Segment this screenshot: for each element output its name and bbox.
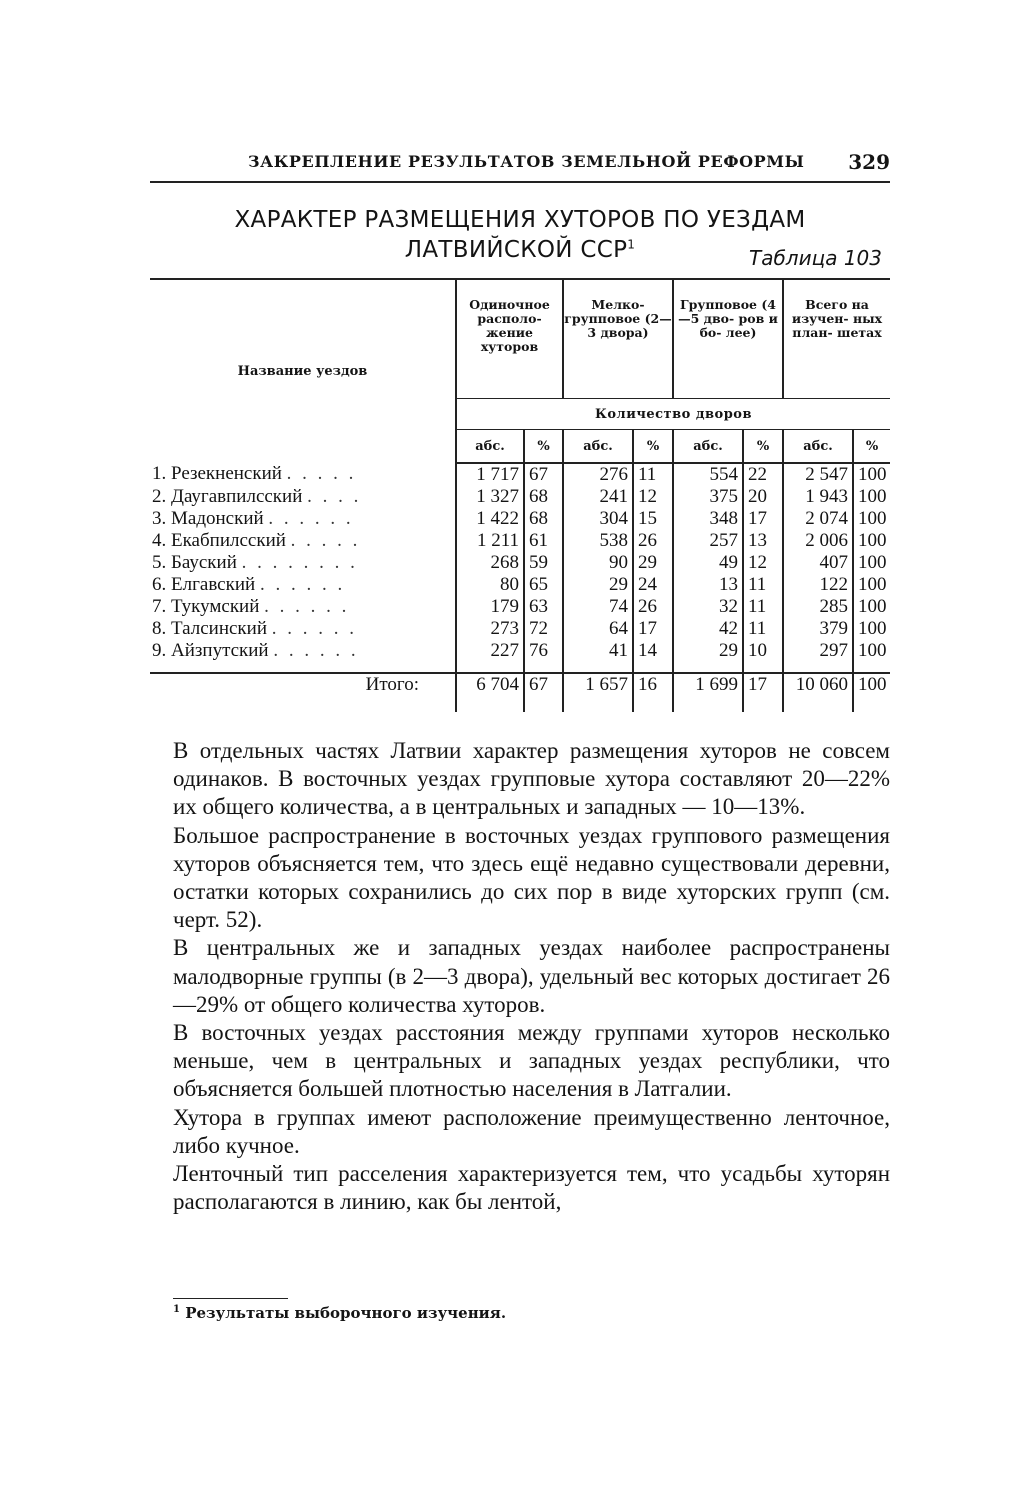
single-abs: 1 211 (456, 530, 524, 552)
single-abs: 1 422 (456, 508, 524, 530)
single-abs: 227 (456, 640, 524, 662)
group-abs: 13 (673, 574, 743, 596)
group-abs: 554 (673, 463, 743, 486)
region-name: 2. Даугавпилсский . . . . (152, 486, 362, 507)
abs-header: абс. (563, 430, 633, 464)
total-abs: 1 943 (783, 486, 853, 508)
single-column-header: Одиночное располо- жение хуторов (456, 279, 563, 399)
small-pct: 11 (633, 463, 673, 486)
footnote-text: Результаты выборочного изучения. (185, 1304, 507, 1322)
group-pct: 11 (743, 618, 783, 640)
total-group-abs: 1 699 (673, 673, 743, 712)
table-row (150, 596, 890, 618)
group-abs: 257 (673, 530, 743, 552)
total-pct: 100 (853, 596, 890, 618)
title-footnote-mark: 1 (627, 237, 636, 252)
single-abs: 268 (456, 552, 524, 574)
small-pct: 15 (633, 508, 673, 530)
group-pct: 13 (743, 530, 783, 552)
total-pct: 100 (853, 486, 890, 508)
table-row (150, 552, 890, 574)
small-abs: 74 (563, 596, 633, 618)
total-column-header: Всего на изучен- ных план- шетах (783, 279, 890, 399)
total-single-pct: 67 (524, 673, 563, 712)
page-number: 329 (848, 150, 890, 174)
group-abs: 375 (673, 486, 743, 508)
group-abs: 348 (673, 508, 743, 530)
region-name: 7. Тукумский . . . . . . (152, 596, 350, 617)
table-row (150, 574, 890, 596)
single-pct: 76 (524, 640, 563, 662)
small-abs: 41 (563, 640, 633, 662)
total-abs: 379 (783, 618, 853, 640)
paragraph: Большое распространение в восточных уездах группового размещения хуторов объясняется тем, что здесь ещё недавно существовали деревни, остатки которых сохранились до сих пор в виде хуторских групп (см. черт. 52). (173, 822, 890, 933)
single-abs: 80 (456, 574, 524, 596)
pct-header: % (743, 430, 783, 464)
running-title: ЗАКРЕПЛЕНИЕ РЕЗУЛЬТАТОВ ЗЕМЕЛЬНОЙ РЕФОРМЫ (248, 152, 805, 171)
body-text (173, 737, 890, 1216)
small-abs: 29 (563, 574, 633, 596)
total-pct: 100 (853, 552, 890, 574)
region-name: 9. Айзпутский . . . . . . (152, 640, 359, 661)
total-pct: 100 (853, 574, 890, 596)
group-pct: 11 (743, 574, 783, 596)
table-row (150, 463, 890, 486)
single-pct: 59 (524, 552, 563, 574)
single-abs: 1 327 (456, 486, 524, 508)
pct-header: % (524, 430, 563, 464)
table-row (150, 530, 890, 552)
footnote (173, 1300, 506, 1323)
region-name: 1. Резекненский . . . . . (152, 463, 357, 484)
group-abs: 32 (673, 596, 743, 618)
abs-header: абс. (673, 430, 743, 464)
total-pct: 100 (853, 508, 890, 530)
group-pct: 17 (743, 508, 783, 530)
total-abs: 2 006 (783, 530, 853, 552)
single-abs: 1 717 (456, 463, 524, 486)
pct-header: % (853, 430, 890, 464)
paragraph: Ленточный тип расселения характеризуется тем, что усадьбы хуторян располагаются в линию, как бы лентой, (173, 1161, 890, 1215)
paragraph: В центральных же и западных уездах наиболее распространены малодворные группы (в 2—3 двора), удельный вес которых достигает 26—29% от общего количества хуторов. (173, 935, 890, 1017)
table-row (150, 508, 890, 530)
single-pct: 63 (524, 596, 563, 618)
small-pct: 14 (633, 640, 673, 662)
small-abs: 241 (563, 486, 633, 508)
paragraph: В отдельных частях Латвии характер размещения хуторов не совсем одинаков. В восточных уездах групповые хутора составляют 20—22% их общего количества, а в центральных и западных — 10—13%. (173, 738, 890, 820)
group-pct: 12 (743, 552, 783, 574)
total-abs: 285 (783, 596, 853, 618)
abs-header: абс. (783, 430, 853, 464)
households-header: Количество дворов (456, 399, 890, 430)
table-title-line-2: ЛАТВИЙСКОЙ ССР$^1$ (404, 237, 636, 263)
single-abs: 179 (456, 596, 524, 618)
abs-header: абс. (456, 430, 524, 464)
region-name: 5. Бауский . . . . . . . . (152, 552, 358, 573)
total-pct: 100 (853, 463, 890, 486)
total-pct: 100 (853, 640, 890, 662)
footnote-mark: 1 (173, 1304, 180, 1315)
paragraph: В восточных уездах расстояния между группами хуторов несколько меньше, чем в центральных и западных уездах республики, что объясняется большей плотностью населения в Латгалии. (173, 1020, 890, 1102)
header-row-groups (150, 279, 890, 399)
region-name: 8. Талсинский . . . . . . (152, 618, 357, 639)
group-pct: 22 (743, 463, 783, 486)
group-abs: 29 (673, 640, 743, 662)
single-pct: 72 (524, 618, 563, 640)
running-header (150, 150, 890, 180)
pct-header: % (633, 430, 673, 464)
region-column-header: Название уездов (150, 279, 456, 463)
table-row (150, 618, 890, 640)
small-abs: 64 (563, 618, 633, 640)
single-pct: 68 (524, 508, 563, 530)
total-pct: 100 (853, 618, 890, 640)
small-pct: 29 (633, 552, 673, 574)
single-pct: 68 (524, 486, 563, 508)
small-pct: 26 (633, 596, 673, 618)
total-small-pct: 16 (633, 673, 673, 712)
small-abs: 538 (563, 530, 633, 552)
total-total-abs: 10 060 (783, 673, 853, 712)
total-group-pct: 17 (743, 673, 783, 712)
paragraph: Хутора в группах имеют расположение преимущественно ленточное, либо кучное. (173, 1104, 890, 1158)
small-group-column-header: Мелко- групповое (2—3 двора) (563, 279, 673, 399)
small-pct: 26 (633, 530, 673, 552)
group-pct: 20 (743, 486, 783, 508)
total-abs: 2 074 (783, 508, 853, 530)
region-name: 3. Мадонский . . . . . . (152, 508, 354, 529)
group-pct: 10 (743, 640, 783, 662)
group-abs: 49 (673, 552, 743, 574)
single-pct: 61 (524, 530, 563, 552)
table-row (150, 486, 890, 508)
small-abs: 304 (563, 508, 633, 530)
header-rule (150, 181, 890, 183)
total-small-abs: 1 657 (563, 673, 633, 712)
small-pct: 17 (633, 618, 673, 640)
footnote-rule (173, 1298, 288, 1299)
small-abs: 90 (563, 552, 633, 574)
group-abs: 42 (673, 618, 743, 640)
table-label: Таблица 103 (749, 246, 882, 270)
table-row (150, 640, 890, 662)
total-label: Итого: (150, 673, 456, 712)
small-pct: 12 (633, 486, 673, 508)
table-title-line-1: ХАРАКТЕР РАЗМЕЩЕНИЯ ХУТОРОВ ПО УЕЗДАМ (234, 207, 806, 233)
total-pct: 100 (853, 530, 890, 552)
total-abs: 122 (783, 574, 853, 596)
total-row (150, 673, 890, 712)
group-column-header: Групповое (4—5 дво- ров и бо- лее) (673, 279, 783, 399)
group-pct: 11 (743, 596, 783, 618)
small-pct: 24 (633, 574, 673, 596)
region-name: 4. Екабпилсский . . . . . (152, 530, 361, 551)
single-pct: 67 (524, 463, 563, 486)
region-name: 6. Елгавский . . . . . . (152, 574, 346, 595)
single-abs: 273 (456, 618, 524, 640)
total-abs: 297 (783, 640, 853, 662)
small-abs: 276 (563, 463, 633, 486)
total-abs: 2 547 (783, 463, 853, 486)
single-pct: 65 (524, 574, 563, 596)
data-table (150, 278, 890, 712)
total-abs: 407 (783, 552, 853, 574)
total-total-pct: 100 (853, 673, 890, 712)
total-single-abs: 6 704 (456, 673, 524, 712)
